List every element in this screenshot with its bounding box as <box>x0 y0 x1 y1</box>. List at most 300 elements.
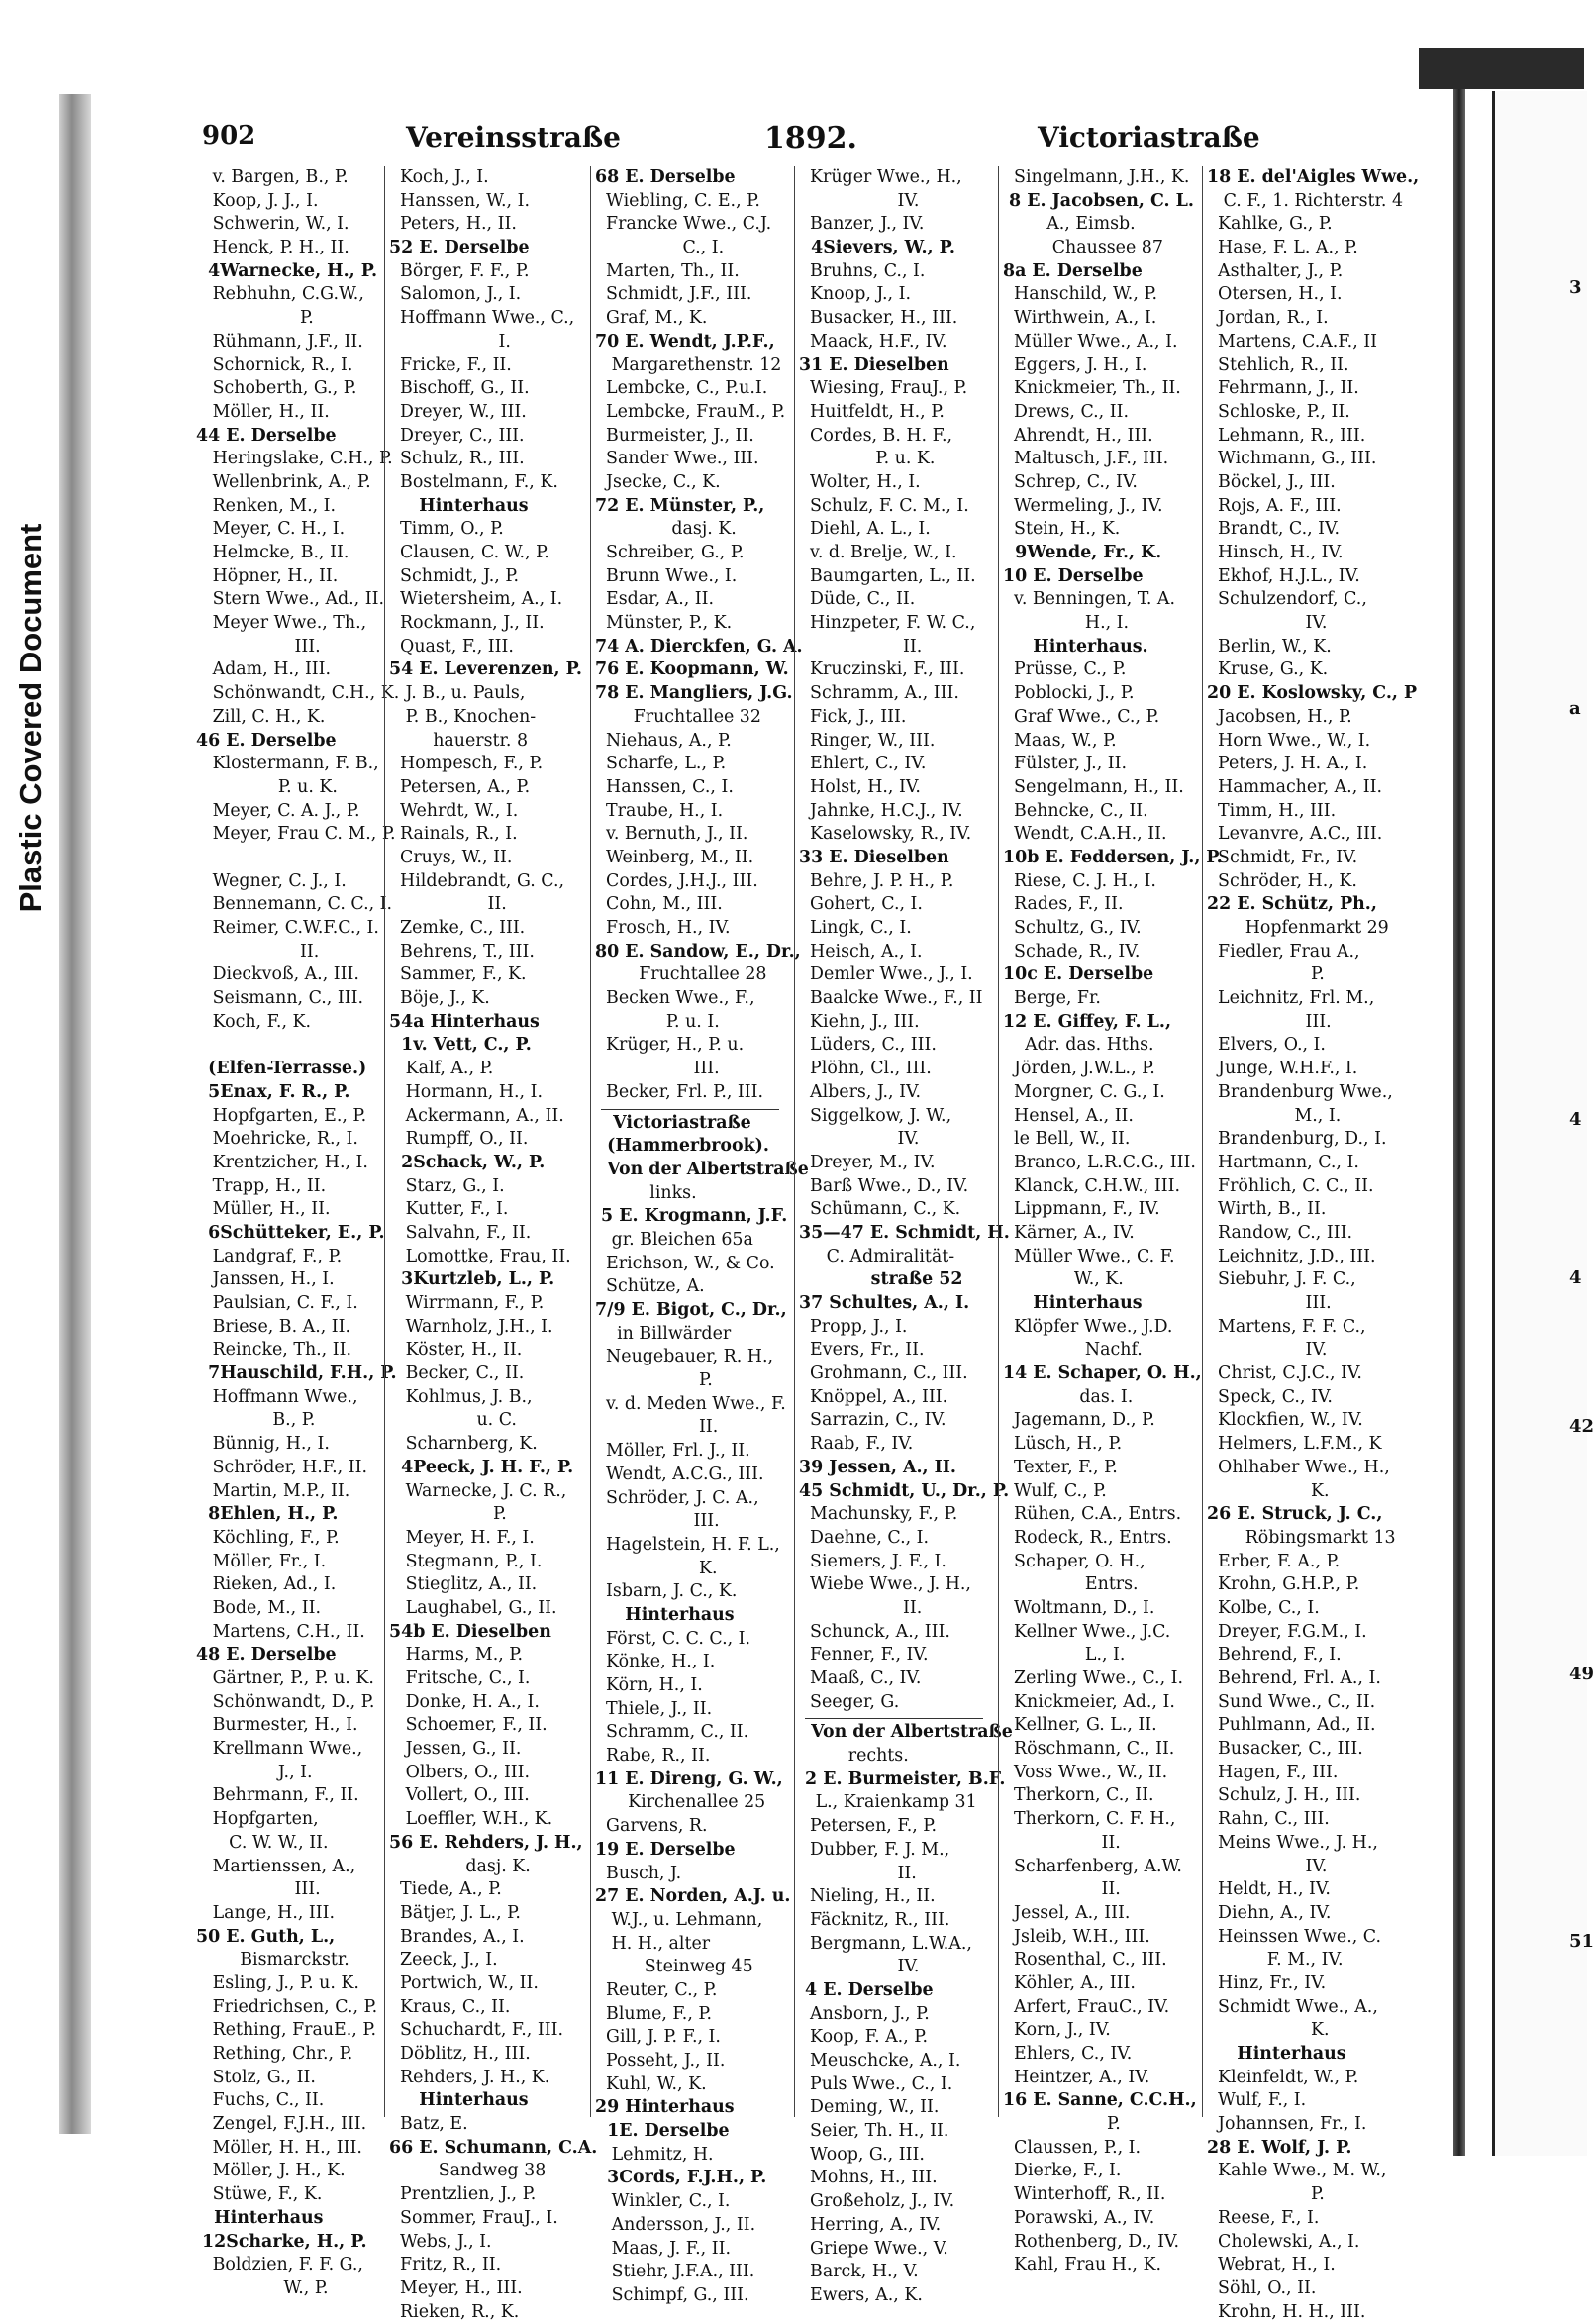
directory-entry: 5Enax, F. R., P. <box>196 1081 350 1102</box>
directory-entry: Meyer, H. F., I. <box>389 1527 535 1548</box>
side-label-text: Plastic Covered Document <box>13 523 48 913</box>
directory-entry: K. <box>595 1558 718 1578</box>
directory-entry: links. <box>595 1182 697 1203</box>
directory-entry: Schröder, J. C. A., <box>595 1487 759 1508</box>
page-number: 902 <box>202 121 256 151</box>
directory-entry: Wiesing, FrauJ., P. <box>799 378 968 399</box>
directory-entry: Fruchtallee 32 <box>595 706 761 727</box>
directory-entry: Schunck, A., III. <box>799 1621 950 1642</box>
directory-entry: Boldzien, F. F. G., <box>196 2255 363 2275</box>
directory-entry: Martens, C.A.F., II <box>1207 331 1377 352</box>
directory-entry: P. <box>595 1370 713 1391</box>
directory-entry: Klöpfer Wwe., J.D. <box>1003 1316 1173 1337</box>
directory-entry: Zeeck, J., I. <box>389 1950 498 1970</box>
directory-entry: 2Schack, W., P. <box>389 1152 546 1172</box>
directory-entry: Korn, J., IV. <box>1003 2020 1111 2041</box>
directory-entry: 7/9 E. Bigot, C., Dr., <box>595 1300 787 1320</box>
directory-entry: Starz, G., I. <box>389 1175 505 1196</box>
directory-entry: Singelmann, J.H., K. <box>1003 167 1190 187</box>
directory-entry: Landgraf, F., P. <box>196 1246 343 1266</box>
directory-entry: Quast, F., III. <box>389 636 514 657</box>
directory-entry: Hinterhaus <box>389 495 529 516</box>
directory-entry: Machunsky, F., P. <box>799 1504 958 1525</box>
directory-entry: J., I. <box>196 1762 313 1782</box>
directory-entry: Hammacher, A., II. <box>1207 776 1383 797</box>
directory-entry: Möller, J. H., K. <box>196 2161 346 2181</box>
directory-entry: Berlin, W., K. <box>1207 636 1332 657</box>
directory-entry: Schröder, H., K. <box>1207 870 1357 891</box>
directory-entry: IV. <box>1207 1340 1328 1361</box>
directory-entry: Klanck, C.H.W., III. <box>1003 1175 1180 1196</box>
directory-entry: III. <box>196 1879 321 1900</box>
directory-entry: Gill, J. P. F., I. <box>595 2027 721 2048</box>
directory-entry: 76 E. Koopmann, W. <box>595 659 789 680</box>
directory-entry: Brandenburg Wwe., <box>1207 1081 1393 1102</box>
column-2 <box>384 166 598 2322</box>
directory-entry: Donke, H. A., I. <box>389 1691 540 1712</box>
directory-entry: Bruhns, C., I. <box>799 260 926 281</box>
directory-entry: Propp, J., I. <box>799 1316 908 1337</box>
directory-entry: Rühmann, J.F., II. <box>196 331 363 352</box>
directory-entry: Lehmann, R., III. <box>1207 425 1366 446</box>
directory-entry: Dieckvoß, A., III. <box>196 964 359 985</box>
directory-entry: Schramm, A., III. <box>799 683 959 704</box>
directory-entry: Krentzicher, H., I. <box>196 1152 368 1172</box>
directory-entry: Fenner, F., IV. <box>799 1645 929 1666</box>
directory-entry: Cordes, J.H.J., III. <box>595 870 758 891</box>
directory-entry: Wolter, H., I. <box>799 471 921 492</box>
directory-entry: 8Ehlen, H., P. <box>196 1504 339 1525</box>
scan-dark-band <box>1419 48 1584 89</box>
directory-entry: Traube, H., I. <box>595 800 724 821</box>
directory-entry: Böje, J., K. <box>389 988 490 1009</box>
directory-entry: Krellmann Wwe., <box>196 1739 363 1760</box>
directory-entry: u. C. <box>389 1410 517 1431</box>
right-street-title: Victoriastraße <box>1038 121 1260 153</box>
directory-entry: Kleinfeldt, W., P. <box>1207 2067 1359 2087</box>
directory-entry: 19 E. Derselbe <box>595 1839 736 1860</box>
directory-entry: Bennemann, C. C., I. <box>196 894 393 915</box>
directory-entry: Puhlmann, Ad., II. <box>1207 1715 1376 1736</box>
directory-entry: Müller Wwe., A., I. <box>1003 331 1178 352</box>
directory-entry: Cholewski, A., I. <box>1207 2231 1360 2252</box>
directory-entry: 4 E. Derselbe <box>799 1979 934 2000</box>
directory-entry: Lange, H., III. <box>196 1902 336 1923</box>
directory-entry: Victoriastraße <box>595 1112 751 1133</box>
directory-entry: Lembcke, FrauM., P. <box>595 401 786 422</box>
directory-entry: II. <box>799 636 923 657</box>
directory-entry: Hoffmann Wwe., C., <box>389 308 575 329</box>
directory-entry: Levanvre, A.C., III. <box>1207 824 1383 845</box>
directory-entry: Schrep, C., IV. <box>1003 471 1138 492</box>
directory-entry: Moehricke, R., I. <box>196 1129 358 1150</box>
directory-entry: Schade, R., IV. <box>1003 941 1141 961</box>
directory-entry: Francke Wwe., C.J. <box>595 214 772 235</box>
directory-entry: Wiebling, C. E., P. <box>595 190 760 211</box>
directory-entry: Wellenbrink, A., P. <box>196 471 371 492</box>
directory-entry: 35—47 E. Schmidt, H. <box>799 1222 1010 1243</box>
directory-entry: Stein, H., K. <box>1003 519 1121 540</box>
directory-entry: Salomon, J., I. <box>389 284 522 305</box>
directory-entry: Meuschcke, A., I. <box>799 2051 961 2071</box>
directory-entry: Cruys, W., II. <box>389 847 513 867</box>
directory-entry: 3Cords, F.J.H., P. <box>595 2168 767 2188</box>
directory-entry: Elvers, O., I. <box>1207 1035 1326 1056</box>
directory-entry: Seier, Th. H., II. <box>799 2121 949 2142</box>
directory-entry: Köster, H., II. <box>389 1340 523 1361</box>
directory-entry: hauerstr. 8 <box>389 730 529 751</box>
directory-entry: Zemke, C., III. <box>389 918 526 938</box>
directory-entry: Puls Wwe., C., I. <box>799 2073 953 2094</box>
directory-entry: Hinzpeter, F. W. C., <box>799 613 976 634</box>
directory-entry: Kärner, A., IV. <box>1003 1222 1135 1243</box>
directory-entry: 1v. Vett, C., P. <box>389 1035 532 1056</box>
directory-entry: Adr. das. Hths. <box>1003 1035 1154 1056</box>
directory-entry: Erber, F. A., P. <box>1207 1551 1341 1571</box>
directory-entry: Winterhoff, R., II. <box>1003 2184 1166 2205</box>
directory-entry: Hinterhaus <box>1207 2044 1346 2064</box>
directory-entry: II. <box>595 1417 719 1438</box>
directory-entry: das. I. <box>1003 1386 1134 1407</box>
directory-entry: Hinterhaus <box>196 2207 324 2228</box>
directory-entry: P. <box>1207 964 1325 985</box>
directory-entry: 10b E. Feddersen, J., P. <box>1003 847 1223 867</box>
directory-entry: Barck, H., V. <box>799 2262 919 2282</box>
directory-entry: Krüger Wwe., H., <box>799 167 962 187</box>
directory-entry: Großeholz, J., IV. <box>799 2191 955 2212</box>
directory-entry: Bostelmann, F., K. <box>389 471 558 492</box>
directory-entry: Reincke, Th., II. <box>196 1340 352 1361</box>
directory-entry: P. <box>196 308 314 329</box>
directory-entry: Hanschild, W., P. <box>1003 284 1158 305</box>
directory-entry: Knickmeier, Th., II. <box>1003 378 1181 399</box>
directory-entry: Busch, J. <box>595 1863 682 1883</box>
directory-entry: Fäcknitz, R., III. <box>799 1909 950 1930</box>
directory-entry: 12Scharke, H., P. <box>196 2231 367 2252</box>
directory-entry: 8 E. Jacobsen, C. L. <box>1003 190 1194 211</box>
directory-entry: Kiehn, J., III. <box>799 1011 920 1032</box>
directory-entry: C. F., 1. Richterstr. 4 <box>1207 190 1404 211</box>
directory-entry: Bode, M., II. <box>196 1597 321 1618</box>
directory-entry: Hopfgarten, E., P. <box>196 1105 367 1126</box>
directory-entry: Kalf, A., P. <box>389 1059 494 1079</box>
directory-entry: Bismarckstr. <box>196 1950 349 1970</box>
directory-entry: Sander Wwe., III. <box>595 449 759 469</box>
directory-entry: Peters, J. H. A., I. <box>1207 754 1368 774</box>
directory-entry: Rething, FrauE., P. <box>196 2020 377 2041</box>
directory-entry: Niehaus, A., P. <box>595 730 732 751</box>
directory-entry: Chaussee 87 <box>1003 238 1163 258</box>
directory-entry: III. <box>1207 1293 1332 1313</box>
directory-entry: Fiedler, Frau A., <box>1207 941 1360 961</box>
directory-entry: Hompesch, F., P. <box>389 754 544 774</box>
directory-entry: v. d. Brelje, W., I. <box>799 543 957 562</box>
directory-entry: Stiehr, J.F.A., III. <box>595 2262 755 2282</box>
directory-entry: Siggelkow, J. W., <box>799 1105 952 1126</box>
directory-entry: Garvens, R. <box>595 1816 708 1837</box>
facing-page-mark: 51 <box>1569 1931 1594 1952</box>
directory-entry: 31 E. Dieselben <box>799 354 949 375</box>
directory-entry: Söhl, O., II. <box>1207 2277 1317 2298</box>
directory-entry: 4Warnecke, H., P. <box>196 260 378 281</box>
directory-entry: 66 E. Schumann, C.A. <box>389 2137 598 2158</box>
directory-entry: Köhler, A., III. <box>1003 1972 1136 1993</box>
directory-entry: Schwerin, W., I. <box>196 214 349 235</box>
directory-entry: Poblocki, J., P. <box>1003 683 1135 704</box>
directory-entry: 54 E. Leverenzen, P. <box>389 659 582 680</box>
directory-entry: Rehders, J. H., K. <box>389 2067 550 2087</box>
directory-entry: Petersen, A., P. <box>389 776 531 797</box>
directory-entry: 12 E. Giffey, F. L., <box>1003 1011 1172 1032</box>
directory-entry: Isbarn, J. C., K. <box>595 1581 738 1602</box>
directory-entry: Bergmann, L.W.A., <box>799 1933 972 1954</box>
directory-entry: Behrens, T., III. <box>389 941 535 961</box>
directory-entry: Rockmann, J., II. <box>389 613 545 634</box>
directory-entry: I. <box>389 331 511 352</box>
directory-entry: P. B., Knochen- <box>389 706 537 727</box>
directory-entry: 11 E. Direng, G. W., <box>595 1768 783 1789</box>
directory-entry: Wermeling, J., IV. <box>1003 495 1163 516</box>
directory-entry: Klostermann, F. B., <box>196 754 379 774</box>
facing-page-mark: 4 <box>1569 1267 1582 1288</box>
directory-entry: Horn Wwe., W., I. <box>1207 730 1371 751</box>
directory-entry: Ehlers, C., IV. <box>1003 2044 1133 2064</box>
directory-entry: Röschmann, C., II. <box>1003 1739 1175 1760</box>
directory-entry: Wehrdt, W., I. <box>389 800 519 821</box>
directory-entry: II. <box>196 941 320 961</box>
directory-entry: Rojs, A. F., III. <box>1207 495 1342 516</box>
directory-entry: straße 52 <box>799 1269 963 1290</box>
directory-entry: IV. <box>1207 1856 1328 1876</box>
facing-page-mark: 42 <box>1569 1416 1594 1437</box>
directory-entry: Posseht, J., II. <box>595 2051 726 2071</box>
directory-entry: Maas, J. F., II. <box>595 2238 731 2259</box>
directory-entry: Schoemer, F., II. <box>389 1715 548 1736</box>
directory-entry: Von der Albertstraße <box>595 1159 809 1179</box>
directory-entry: Hinterhaus. <box>1003 636 1148 657</box>
directory-entry: Hopfenmarkt 29 <box>1207 918 1389 938</box>
directory-entry: Heintzer, A., IV. <box>1003 2067 1150 2087</box>
directory-entry: 4Peeck, J. H. F., P. <box>389 1457 574 1477</box>
directory-entry: Nachf. <box>1003 1340 1143 1361</box>
directory-entry: Jörden, J.W.L., P. <box>1003 1059 1155 1079</box>
directory-entry: 44 E. Derselbe <box>196 425 337 446</box>
directory-entry: Siemers, J. F., I. <box>799 1551 946 1571</box>
directory-entry: Hagelstein, H. F. L., <box>595 1534 780 1555</box>
directory-entry: Stolz, G., II. <box>196 2067 316 2087</box>
directory-entry: Zerling Wwe., C., I. <box>1003 1668 1184 1688</box>
directory-entry: Kohlmus, J. B., <box>389 1386 533 1407</box>
directory-entry: 8a E. Derselbe <box>1003 260 1143 281</box>
directory-entry: 10 E. Derselbe <box>1003 565 1144 586</box>
directory-entry: Schultz, G., IV. <box>1003 918 1142 938</box>
directory-entry: L., Kraienkamp 31 <box>799 1792 977 1813</box>
directory-entry: Graf Wwe., C., P. <box>1003 706 1160 727</box>
directory-entry: M., I. <box>1207 1105 1342 1126</box>
directory-entry: Knöppel, A., III. <box>799 1386 948 1407</box>
directory-entry: Behre, J. P. H., P. <box>799 870 954 891</box>
column-6 <box>1202 166 1441 2322</box>
directory-entry: Entrs. <box>1003 1574 1139 1595</box>
directory-entry: Röbingsmarkt 13 <box>1207 1527 1396 1548</box>
directory-entry: Börger, F. F., P. <box>389 260 530 281</box>
directory-entry: Hinterhaus <box>389 2090 529 2111</box>
directory-entry: Burmeister, J., II. <box>595 425 754 446</box>
directory-entry: P. <box>1003 2114 1121 2135</box>
directory-entry: Dreyer, W., III. <box>389 401 527 422</box>
directory-entry: 28 E. Wolf, J. P. <box>1207 2137 1352 2158</box>
directory-entry: 72 E. Münster, P., <box>595 495 765 516</box>
directory-entry: Schmidt Wwe., A., <box>1207 1996 1378 2017</box>
directory-entry: Dubber, F. J. M., <box>799 1839 950 1860</box>
directory-entry: III. <box>196 636 321 657</box>
directory-entry: Prüsse, C., P. <box>1003 659 1127 680</box>
directory-entry: Wietersheim, A., I. <box>389 589 563 610</box>
directory-entry: Schütze, A. <box>595 1276 705 1297</box>
column-1 <box>196 166 400 2298</box>
directory-entry: Kutter, F., I. <box>389 1199 509 1220</box>
directory-entry: Kraus, C., II. <box>389 1996 511 2017</box>
directory-entry: Knoop, J., I. <box>799 284 911 305</box>
directory-entry: Albers, J., IV. <box>799 1081 922 1102</box>
directory-entry: Schmidt, J., P. <box>389 565 520 586</box>
directory-entry: II. <box>389 894 507 915</box>
directory-entry: Kellner, G. L., II. <box>1003 1715 1157 1736</box>
directory-entry: Speck, C., IV. <box>1207 1386 1333 1407</box>
directory-entry: Prentzlien, J., P. <box>389 2184 537 2205</box>
directory-entry: Warnholz, J.H., I. <box>389 1316 553 1337</box>
directory-entry: Heringslake, C.H., P. <box>196 449 393 469</box>
directory-entry: Fritsche, C., I. <box>389 1668 531 1688</box>
directory-entry: Stern Wwe., Ad., II. <box>196 589 384 610</box>
directory-entry <box>196 847 382 870</box>
directory-entry: L., I. <box>1003 1645 1126 1666</box>
directory-entry: Schramm, C., II. <box>595 1722 749 1743</box>
directory-entry: H., I. <box>1003 613 1130 634</box>
column-5 <box>998 166 1223 2275</box>
directory-entry: Lüsch, H., P. <box>1003 1434 1123 1455</box>
directory-entry: Meyer Wwe., Th., <box>196 613 367 634</box>
directory-entry: Körn, H., I. <box>595 1675 703 1695</box>
directory-entry: Kirchenallee 25 <box>595 1792 766 1813</box>
directory-entry: Martens, C.H., II. <box>196 1621 365 1642</box>
directory-entry: Heldt, H., IV. <box>1207 1879 1331 1900</box>
directory-entry: Hoffmann Wwe., <box>196 1386 358 1407</box>
directory-entry: Heisch, A., I. <box>799 941 923 961</box>
directory-entry: Friedrichsen, C., P. <box>196 1996 378 2017</box>
directory-entry: Frosch, H., IV. <box>595 918 731 938</box>
directory-entry: Griepe Wwe., V. <box>799 2238 948 2259</box>
directory-entry: Rieken, R., K. <box>389 2301 520 2322</box>
directory-entry: 39 Jessen, A., II. <box>799 1457 956 1477</box>
directory-entry: 70 E. Wendt, J.P.F., <box>595 331 775 352</box>
directory-entry: Grohmann, C., III. <box>799 1364 968 1384</box>
directory-entry: Bünnig, H., I. <box>196 1434 330 1455</box>
directory-entry: Warnecke, J. C. R., <box>389 1480 567 1501</box>
directory-entry: H. H., alter <box>595 1933 711 1954</box>
directory-entry: Martin, M.P., II. <box>196 1480 350 1501</box>
directory-entry: Rodeck, R., Entrs. <box>1003 1527 1172 1548</box>
directory-entry: Hormann, H., I. <box>389 1081 543 1102</box>
directory-entry: Claussen, P., I. <box>1003 2137 1142 2158</box>
directory-entry: Fricke, F., II. <box>389 354 512 375</box>
directory-entry: Helmcke, B., II. <box>196 543 349 562</box>
directory-entry: Sommer, FrauJ., I. <box>389 2207 558 2228</box>
directory-entry: Fröhlich, C. C., II. <box>1207 1175 1374 1196</box>
directory-entry: P. <box>1207 2184 1325 2205</box>
directory-entry: v. Benningen, T. A. <box>1003 589 1175 610</box>
directory-entry: Reese, F., I. <box>1207 2207 1320 2228</box>
directory-entry <box>196 1034 382 1058</box>
directory-entry: Deming, W., II. <box>799 2097 940 2118</box>
directory-entry: Scharnberg, K. <box>389 1434 538 1455</box>
directory-entry: Becker, Frl. P., III. <box>595 1081 764 1102</box>
directory-entry: Scharfe, L., P. <box>595 754 727 774</box>
directory-entry: Stehlich, R., II. <box>1207 354 1349 375</box>
directory-entry: (Hammerbrook). <box>595 1136 769 1157</box>
directory-entry: Gärtner, P., P. u. K. <box>196 1668 374 1688</box>
directory-entry: Plöhn, Cl., III. <box>799 1059 932 1079</box>
directory-entry: Düde, C., II. <box>799 589 916 610</box>
directory-entry: Müller Wwe., C. F. <box>1003 1246 1175 1266</box>
directory-entry: Henck, P. H., II. <box>196 238 349 258</box>
directory-entry: Timm, O., P. <box>389 519 504 540</box>
directory-entry: v. Bernuth, J., II. <box>595 824 748 845</box>
directory-entry: Petersen, F., P. <box>799 1816 937 1837</box>
directory-entry: Morgner, C. G., I. <box>1003 1081 1165 1102</box>
directory-entry: Webs, J., I. <box>389 2231 492 2252</box>
directory-entry: Schmidt, Fr., IV. <box>1207 847 1358 867</box>
directory-entry: Schimpf, G., III. <box>595 2284 749 2305</box>
directory-entry: Otersen, H., I. <box>1207 284 1343 305</box>
directory-entry: Kellner Wwe., J.C. <box>1003 1621 1171 1642</box>
directory-entry: 48 E. Derselbe <box>196 1645 337 1666</box>
directory-entry: 46 E. Derselbe <box>196 730 337 751</box>
directory-entry: Hopfgarten, <box>196 1809 319 1830</box>
directory-entry: Bätjer, J. L., P. <box>389 1902 521 1923</box>
directory-entry: in Billwärder <box>595 1323 732 1344</box>
directory-entry: C. Admiralität- <box>799 1246 955 1266</box>
directory-entry: Kahle Wwe., M. W., <box>1207 2161 1387 2181</box>
directory-entry: 80 E. Sandow, E., Dr., <box>595 941 801 961</box>
directory-entry: Nieling, H., II. <box>799 1886 936 1907</box>
directory-entry: IV. <box>799 1129 920 1150</box>
directory-entry: Schulz, F. C. M., I. <box>799 495 969 516</box>
directory-entry: Diehl, A. L., I. <box>799 519 931 540</box>
directory-entry: Schulz, J. H., III. <box>1207 1785 1361 1806</box>
directory-entry: Köchling, F., P. <box>196 1527 340 1548</box>
directory-entry: 37 Schultes, A., I. <box>799 1293 970 1313</box>
directory-page <box>196 117 1444 2322</box>
directory-entry: 5 E. Krogmann, J.F. <box>595 1206 788 1227</box>
directory-entry: 78 E. Mangliers, J.G. <box>595 683 793 704</box>
directory-entry: Zill, C. H., K. <box>196 706 326 727</box>
directory-entry: II. <box>799 1597 923 1618</box>
directory-entry: Jahnke, H.C.J., IV. <box>799 800 963 821</box>
directory-entry: Rabe, R., II. <box>595 1746 711 1767</box>
directory-entry: II. <box>1003 1879 1121 1900</box>
directory-entry: Diehn, A., IV. <box>1207 1902 1332 1923</box>
directory-entry: Bischoff, G., II. <box>389 378 530 399</box>
directory-entry: Stieglitz, A., II. <box>389 1574 538 1595</box>
directory-entry: P. u. I. <box>595 1011 720 1032</box>
directory-entry: Brandes, A., I. <box>389 1926 525 1947</box>
directory-entry: Höpner, H., II. <box>196 565 339 586</box>
facing-page-mark: 4 <box>1569 1109 1582 1130</box>
directory-entry: Webrat, H., I. <box>1207 2255 1336 2275</box>
directory-entry: Sund Wwe., C., II. <box>1207 1691 1376 1712</box>
directory-entry: Portwich, W., II. <box>389 1972 539 1993</box>
